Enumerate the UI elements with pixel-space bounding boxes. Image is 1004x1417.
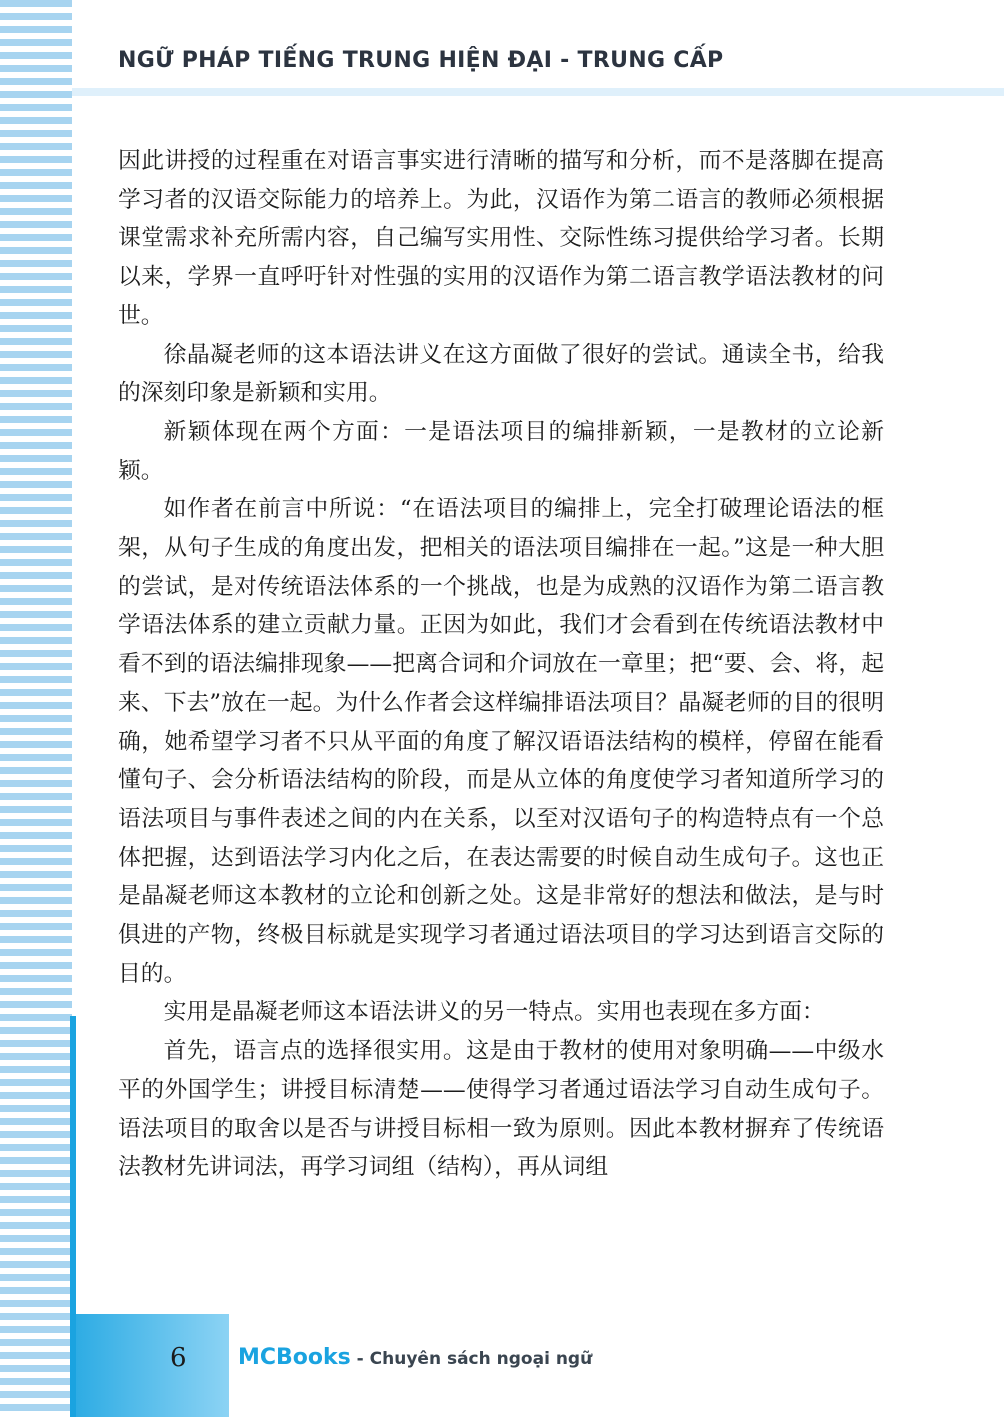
header-underline	[72, 88, 1004, 96]
running-header-title: NGỮ PHÁP TIẾNG TRUNG HIỆN ĐẠI - TRUNG CẤP	[118, 48, 724, 73]
brand-logo-text: MCBooks	[238, 1345, 351, 1370]
publisher-brand	[238, 1345, 592, 1370]
paragraph: 因此讲授的过程重在对语言事实进行清晰的描写和分析，而不是落脚在提高学习者的汉语交际能力的培养上。为此，汉语作为第二语言的教师必须根据课堂需求补充所需内容，自己编写实用性、交际性练习提供给学习者。长期以来，学界一直呼吁针对性强的实用的汉语作为第二语言教学语法教材的问世。	[118, 148, 884, 329]
page-body	[118, 142, 884, 1187]
footer-color-block	[76, 1314, 229, 1417]
paragraph: 徐晶凝老师的这本语法讲义在这方面做了很好的尝试。通读全书，给我的深刻印象是新颖和实用。	[118, 341, 884, 407]
paragraph: 首先，语言点的选择很实用。这是由于教材的使用对象明确——中级水平的外国学生；讲授目标清楚——使得学习者通过语法学习自动生成句子。语法项目的取舍以是否与讲授目标相一致为原则。因此本教材摒弃了传统语法教材先讲词法，再学习词组（结构），再从词组	[118, 1038, 884, 1181]
brand-tagline: - Chuyên sách ngoại ngữ	[350, 1349, 593, 1369]
paragraph: 新颖体现在两个方面：一是语法项目的编排新颖，一是教材的立论新颖。	[118, 418, 884, 484]
left-stripe-decoration	[0, 0, 72, 1417]
paragraph: 如作者在前言中所说：“在语法项目的编排上，完全打破理论语法的框架，从句子生成的角度出发，把相关的语法项目编排在一起。”这是一种大胆的尝试，是对传统语法体系的一个挑战，也是为成熟的汉语作为第二语言教学语法体系的建立贡献力量。正因为如此，我们才会看到在传统语法教材中看不到的语法编排现象——把离合词和介词放在一章里；把“要、会、将，起来、下去”放在一起。为什么作者会这样编排语法项目？晶凝老师的目的很明确，她希望学习者不只从平面的角度了解汉语语法结构的模样，停留在能看懂句子、会分析语法结构的阶段，而是从立体的角度使学习者知道所学习的语法项目与事件表述之间的内在关系，以至对汉语句子的构造特点有一个总体把握，达到语法学习内化之后，在表达需要的时候自动生成句子。这也正是晶凝老师这本教材的立论和创新之处。这是非常好的想法和做法，是与时俱进的产物，终极目标就是实现学习者通过语法项目的学习达到语言交际的目的。	[118, 496, 884, 987]
paragraph: 实用是晶凝老师这本语法讲义的另一特点。实用也表现在多方面：	[163, 999, 825, 1026]
page-number: 6	[170, 1343, 187, 1373]
